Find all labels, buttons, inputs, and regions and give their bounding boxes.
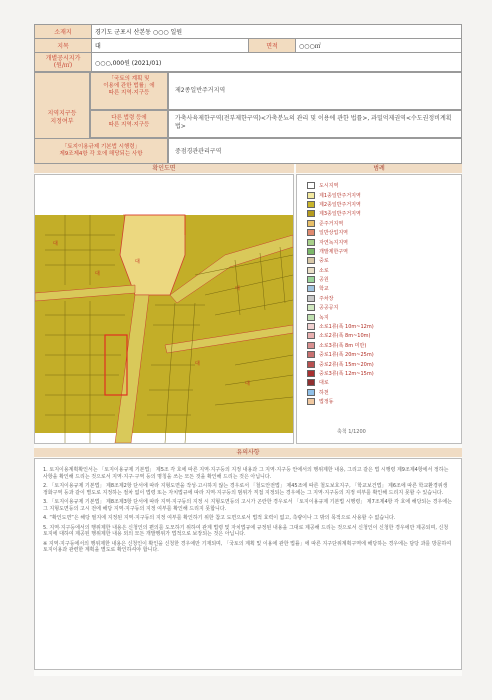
legend-panel <box>296 174 462 444</box>
legend-item <box>307 341 457 350</box>
legend-item <box>307 266 457 275</box>
legend-swatch <box>307 323 315 330</box>
legend-label: 학교 <box>319 286 329 293</box>
notes-title: 유의사항 <box>34 448 462 457</box>
zoning-sub-label-3: 「토지이용규제 기본법 시행령」 제9조제4항 각 호에 해당되는 사항 <box>34 138 168 164</box>
location-value: 경기도 군포시 산본동 ○○○ 일원 <box>92 25 462 39</box>
legend-label: 대로 <box>319 380 329 387</box>
legend-item <box>307 256 457 265</box>
zoning-label: 지역지구등 지정여부 <box>34 72 90 164</box>
legend-item <box>307 369 457 378</box>
note-2: 2. 「토지이용규제 기본법」 제8조제2항 단서에 따라 지형도면을 작성·고시하지 않는 경우로서 「철도안전법」 제45조에 따른 철도보호지구, 「학교보건법」 제6조에 따른 학교환경위생 정화구역 등과 같이 별도로 지정하는 절차 없이 법령 또는 자치법규에 따라 지역·지구등의 범위가 직접 지정되는 경우에는 그 지역·지구등의 지정 여부를 확인해 드리지 못할 수 있습니다. <box>43 483 448 496</box>
legend-swatch <box>307 379 315 386</box>
legend-item <box>307 237 457 246</box>
info-table <box>34 24 462 72</box>
legend-label: 소로3류(폭 8m 미만) <box>319 342 367 349</box>
svg-text:대: 대 <box>95 271 100 277</box>
legend-swatch <box>307 239 315 246</box>
legend-label: 주차장 <box>319 295 334 302</box>
legend-swatch <box>307 389 315 396</box>
zoning-value-2: 가축사육제한구역(전부제한구역)<가축분뇨의 관리 및 이용에 관한 법률>, 과밀억제권역<수도권정비계획법> <box>168 110 462 138</box>
note-3: 3. 「토지이용규제 기본법」 제8조제3항 단서에 따라 지역·지구등의 지정 시 지형도면등의 고시가 곤란한 경우로서 「토지이용규제 기본법 시행령」 제7조제4항 각 호에 해당되는 경우에는 그 지형도면등의 고시 전에 해당 지역·지구등의 지정 여부를 확인해 드리지 못합니다. <box>43 499 452 512</box>
legend-swatch <box>307 267 315 274</box>
cadastral-map <box>34 174 294 444</box>
legend-label: 제2종일반주거지역 <box>319 201 361 208</box>
legend-label: 제1종일반주거지역 <box>319 192 361 199</box>
legend-item <box>307 294 457 303</box>
land-price-label: 개별공시지가 (원/㎡) <box>35 53 92 72</box>
legend-swatch <box>307 201 315 208</box>
legend-label: 도시지역 <box>319 183 339 190</box>
legend-swatch <box>307 276 315 283</box>
legend-swatch <box>307 248 315 255</box>
legend-swatch <box>307 351 315 358</box>
legend-item <box>307 209 457 218</box>
location-label: 소재지 <box>35 25 92 39</box>
legend-swatch <box>307 342 315 349</box>
legend-swatch <box>307 257 315 264</box>
legend-item <box>307 359 457 368</box>
legend-label: 개발제한구역 <box>319 248 348 255</box>
zoning-block <box>34 72 462 164</box>
legend-title: 범례 <box>296 164 462 173</box>
note-5: 5. 지역·지구등에서의 행위제한 내용은 신청인의 편의를 도모하기 위하여 관계 법령 및 자치법규에 규정된 내용을 그대로 제공해 드리는 것으로서 신청인이 신청한 경우에만 제공되며, 신청 토지에 대하여 제공된 행위제한 내용 외의 모든 개발행위가 법적으로 보장되는 것은 아닙니다. <box>43 524 449 537</box>
legend-label: 중로3류(폭 12m~15m) <box>319 371 374 377</box>
legend-item <box>307 322 457 331</box>
legend-swatch <box>307 398 315 405</box>
legend-item <box>307 228 457 237</box>
legend-label: 제3종일반주거지역 <box>319 211 361 218</box>
legend-swatch <box>307 361 315 368</box>
legend-item <box>307 247 457 256</box>
note-4: 4. “확인도면”은 해당 필지에 지정된 지역·지구등의 지정 여부를 확인하기 위한 참고 도면으로서 법적 효력이 없고, 측량이나 그 밖의 목적으로 사용할 수 없습니다. <box>43 515 396 521</box>
svg-text:대: 대 <box>53 241 58 247</box>
legend-label: 일반상업지역 <box>319 230 348 237</box>
legend-swatch <box>307 314 315 321</box>
legend-item <box>307 397 457 406</box>
note-6: ※ 지역·지구등에서의 행위제한 내용은 신청인이 확인을 신청한 경우에만 기재되며, 「국토의 계획 및 이용에 관한 법률」에 따른 지구단위계획구역에 해당하는 경우에는 담당 과를 방문하여 토지이용과 관련한 계획을 별도로 확인하셔야 합니다. <box>43 540 452 553</box>
notes-panel <box>34 458 462 670</box>
legend-item <box>307 284 457 293</box>
legend-item <box>307 350 457 359</box>
legend-label: 하천 <box>319 389 329 396</box>
land-price-value: ○○○,000원 (2021/01) <box>92 53 462 72</box>
legend-label: 소로2류(폭 8m~10m) <box>319 333 371 340</box>
legend-swatch <box>307 182 315 189</box>
legend-label: 소로1류(폭 10m~12m) <box>319 324 374 331</box>
land-category-value: 대 <box>92 39 249 53</box>
svg-text:대: 대 <box>195 361 200 367</box>
legend-item <box>307 312 457 321</box>
legend-swatch <box>307 192 315 199</box>
svg-text:대: 대 <box>235 286 240 292</box>
map-image <box>35 175 293 443</box>
legend-label: 중로2류(폭 15m~20m) <box>319 361 374 368</box>
legend-swatch <box>307 220 315 227</box>
legend-label: 중로 <box>319 258 329 265</box>
legend-item <box>307 181 457 190</box>
legend-label: 중로1류(폭 20m~25m) <box>319 352 374 359</box>
legend-item <box>307 275 457 284</box>
legend-label: 법정동 <box>319 399 334 406</box>
legend-label: 소로 <box>319 267 329 274</box>
legend-swatch <box>307 304 315 311</box>
legend-item <box>307 303 457 312</box>
land-category-label: 지목 <box>35 39 92 53</box>
legend-label: 녹지 <box>319 314 329 321</box>
zoning-value-3: 중점경관관리구역 <box>168 138 462 164</box>
legend-item <box>307 388 457 397</box>
zoning-sub-label-2: 다른 법령 등에 따른 지역·지구등 <box>90 110 168 138</box>
legend-item <box>307 200 457 209</box>
document-page <box>34 24 462 676</box>
map-title: 확인도면 <box>34 164 294 173</box>
legend-swatch <box>307 370 315 377</box>
legend-swatch <box>307 210 315 217</box>
legend-swatch <box>307 295 315 302</box>
legend-label: 자연녹지지역 <box>319 239 348 246</box>
area-label: 면적 <box>249 39 296 53</box>
legend-item <box>307 190 457 199</box>
svg-text:대: 대 <box>135 259 140 265</box>
note-1: 1. 토지이용계획확인서는 「토지이용규제 기본법」 제5조 각 호에 따른 지역·지구등의 지정 내용과 그 지역·지구등 안에서의 행위제한 내용, 그리고 같은 법 시행령 제9조제4항에서 정하는 사항을 확인해 드리는 것으로서 지역·지구·구역 등의 명칭을 쓰는 모든 것을 확인해 드리는 것은 아닙니다. <box>43 467 449 480</box>
svg-text:대: 대 <box>245 381 250 387</box>
legend-label: 준주거지역 <box>319 220 344 227</box>
legend-item <box>307 219 457 228</box>
legend-item <box>307 378 457 387</box>
legend-list <box>307 181 457 406</box>
legend-label: 공공공지 <box>319 305 339 312</box>
legend-item <box>307 331 457 340</box>
legend-label: 공원 <box>319 277 329 284</box>
zoning-value-1: 제2종일반주거지역 <box>168 72 462 110</box>
legend-swatch <box>307 229 315 236</box>
legend-swatch <box>307 332 315 339</box>
area-value: ○○○㎡ <box>296 39 462 53</box>
zoning-sub-label-1: 「국토의 계획 및 이용에 관한 법률」에 따른 지역·지구등 <box>90 72 168 110</box>
legend-swatch <box>307 285 315 292</box>
scale-label: 축척 1/1200 <box>337 429 366 435</box>
